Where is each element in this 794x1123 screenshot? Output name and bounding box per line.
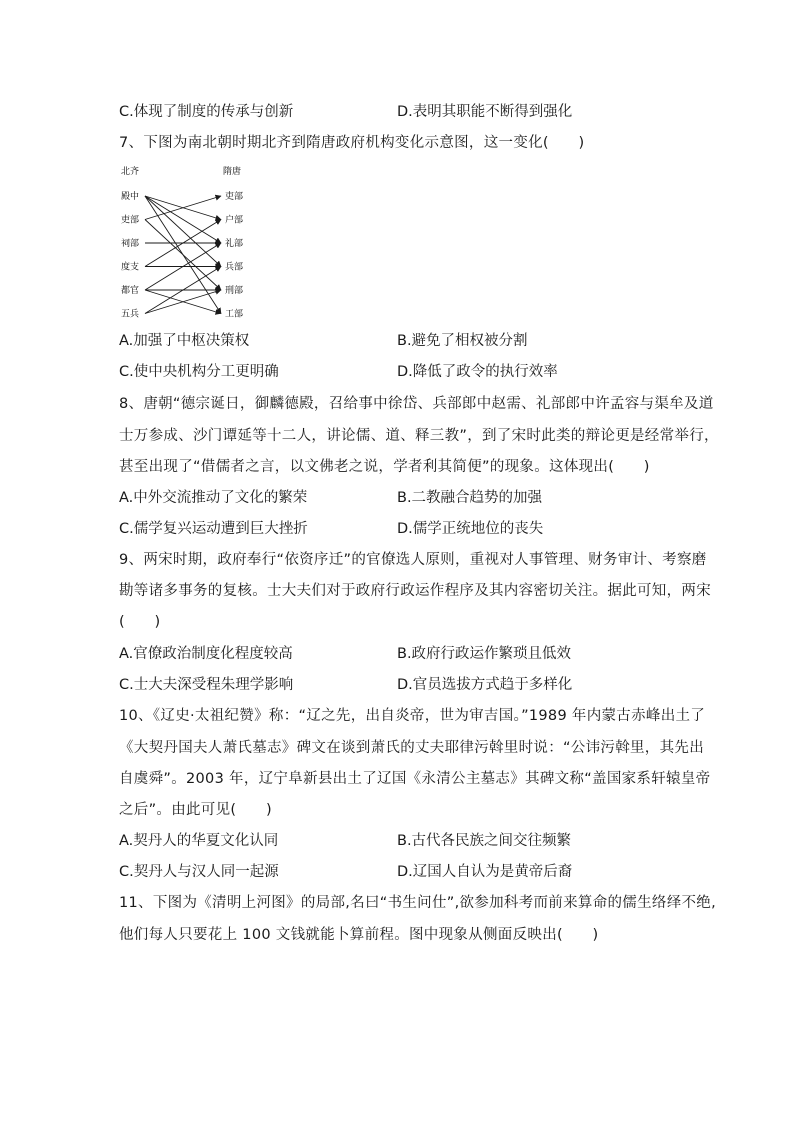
q10-option-b: B.古代各民族之间交往频繁	[397, 833, 572, 849]
right-node-label: 礼部	[225, 239, 244, 249]
q7-option-a: A.加强了中枢决策权	[119, 333, 250, 349]
q6-option-d: D.表明其职能不断得到强化	[397, 104, 573, 120]
q8-option-a: A.中外交流推动了文化的繁荣	[119, 490, 308, 506]
right-node-label: 户部	[225, 215, 244, 226]
q9-line-2: 勘等诸多事务的复核。士大夫们对于政府行政运作程序及其内容密切关注。据此可知，两宋	[119, 583, 711, 599]
left-node-label: 度支	[121, 262, 140, 273]
mapping-arrow	[145, 220, 221, 291]
right-node-label: 刑部	[225, 286, 244, 296]
q10-line-2: 《大契丹国夫人萧氏墓志》碑文在谈到萧氏的丈夫耶律污斡里时说：“公讳污斡里，其先出	[119, 740, 705, 756]
q9-option-a: A.官僚政治制度化程度较高	[119, 646, 293, 662]
left-node-label: 吏部	[121, 215, 140, 226]
mapping-arrow	[145, 196, 221, 267]
q10-line-3: 自虞舜”。2003 年，辽宁阜新县出土了辽国《永清公主墓志》其碑文称“盖国家系轩辕皇帝	[119, 771, 711, 787]
q10-line-1: 10、《辽史·太祖纪赞》称：“辽之先，出自炎帝，世为审吉国。”1989 年内蒙古赤峰出土了	[119, 708, 706, 724]
q9-option-c: C.士大夫深受程朱理学影响	[119, 677, 294, 693]
q8-option-c: C.儒学复兴运动遭到巨大挫折	[119, 521, 308, 537]
q7-stem: 7、下图为南北朝时期北齐到隋唐政府机构变化示意图，这一变化( )	[119, 135, 585, 151]
q10-option-a: A.契丹人的华夏文化认同	[119, 833, 279, 849]
q9-option-b: B.政府行政运作繁琐且低效	[397, 646, 572, 662]
q7-option-c: C.使中央机构分工更明确	[119, 364, 279, 380]
q9-option-d: D.官员选拔方式趋于多样化	[397, 677, 573, 693]
q7-diagram	[119, 160, 259, 320]
right-node-label: 吏部	[225, 192, 244, 202]
right-title: 隋唐	[223, 167, 242, 177]
q8-option-b: B.二教融合趋势的加强	[397, 490, 543, 506]
q6-option-c: C.体现了制度的传承与创新	[119, 104, 294, 120]
left-node-label: 五兵	[121, 309, 140, 320]
q8-line-2: 士万参成、沙门谭延等十二人，讲论儒、道、释三教”，到了宋时此类的辩论更是经常举行，	[119, 428, 719, 444]
q10-option-d: D.辽国人自认为是黄帝后裔	[397, 864, 573, 880]
q10-line-4: 之后”。由此可见( )	[119, 802, 272, 818]
q7-option-d: D.降低了政令的执行效率	[397, 364, 558, 380]
q9-line-1: 9、两宋时期，政府奉行“依资序迁”的官僚选人原则，重视对人事管理、财务审计、考察磨	[119, 552, 707, 568]
right-node-label: 兵部	[225, 262, 244, 273]
q11-line-1: 11、下图为《清明上河图》的局部,名曰“书生问仕”,欲参加科考而前来算命的儒生络绎不绝,	[119, 895, 716, 911]
q8-line-3: 甚至出现了“借儒者之言，以文佛老之说，学者利其简便”的现象。这体现出( )	[119, 459, 650, 475]
mapping-arrow	[145, 196, 221, 243]
q7-option-b: B.避免了相权被分割	[397, 333, 528, 349]
q9-line-3: ( )	[119, 614, 161, 630]
left-node-label: 殿中	[121, 192, 140, 202]
left-node-label: 都官	[121, 286, 140, 296]
right-node-label: 工部	[225, 309, 244, 320]
q8-line-1: 8、唐朝“德宗诞日，御麟德殿，召给事中徐岱、兵部郎中赵需、礼部郎中许孟容与渠牟及道	[119, 396, 714, 412]
left-title: 北齐	[121, 167, 140, 177]
q8-option-d: D.儒学正统地位的丧失	[397, 521, 544, 537]
q10-option-c: C.契丹人与汉人同一起源	[119, 864, 279, 880]
q11-line-2: 他们每人只要花上 100 文钱就能卜算前程。图中现象从侧面反映出( )	[119, 927, 599, 943]
left-node-label: 祠部	[121, 239, 140, 249]
